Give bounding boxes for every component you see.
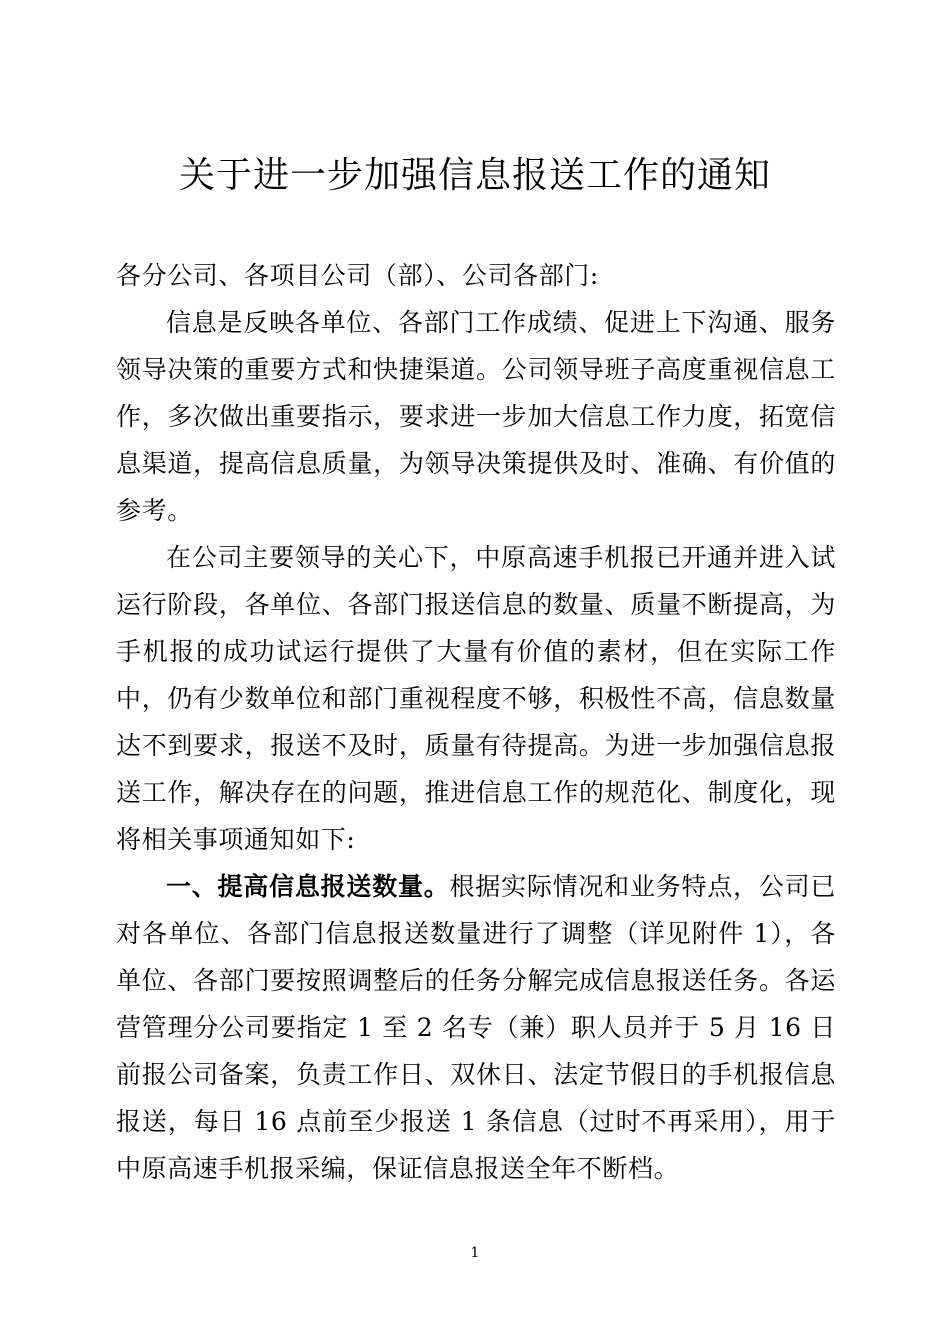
document-body [116, 252, 836, 1192]
paragraph-1: 信息是反映各单位、各部门工作成绩、促进上下沟通、服务领导决策的重要方式和快捷渠道。公司领导班子高度重视信息工作，多次做出重要指示，要求进一步加大信息工作力度，拓宽信息渠道，提高信息质量，为领导决策提供及时、准确、有价值的参考。 [116, 308, 836, 525]
page-number: 1 [470, 1245, 480, 1261]
salutation: 各分公司、各项目公司（部）、公司各部门: [116, 261, 599, 290]
paragraph-2: 在公司主要领导的关心下，中原高速手机报已开通并进入试运行阶段，各单位、各部门报送信息的数量、质量不断提高，为手机报的成功试运行提供了大量有价值的素材，但在实际工作中，仍有少数单位和部门重视程度不够，积极性不高，信息数量达不到要求，报送不及时，质量有待提高。为进一步加强信息报送工作，解决存在的问题，推进信息工作的规范化、制度化，现将相关事项通知如下: [116, 543, 836, 854]
document-title: 关于进一步加强信息报送工作的通知 [178, 155, 771, 196]
section-1-paragraph [116, 863, 836, 1192]
section-1-heading: 一、提高信息报送数量。 [166, 872, 450, 901]
section-1-text: 根据实际情况和业务特点，公司已对各单位、各部门信息报送数量进行了调整（详见附件 1），各单位、各部门要按照调整后的任务分解完成信息报送任务。各运营管理分公司要指定 1 至 2 名专（兼）职人员并于 5 月 16 日前报公司备案，负责工作日、双休日、法定节假日的手机报信息报送，每日 16 点前至少报送 1 条信息（过时不再采用），用于中原高速手机报采编，保证信息报送全年不断档。 [116, 872, 836, 1183]
